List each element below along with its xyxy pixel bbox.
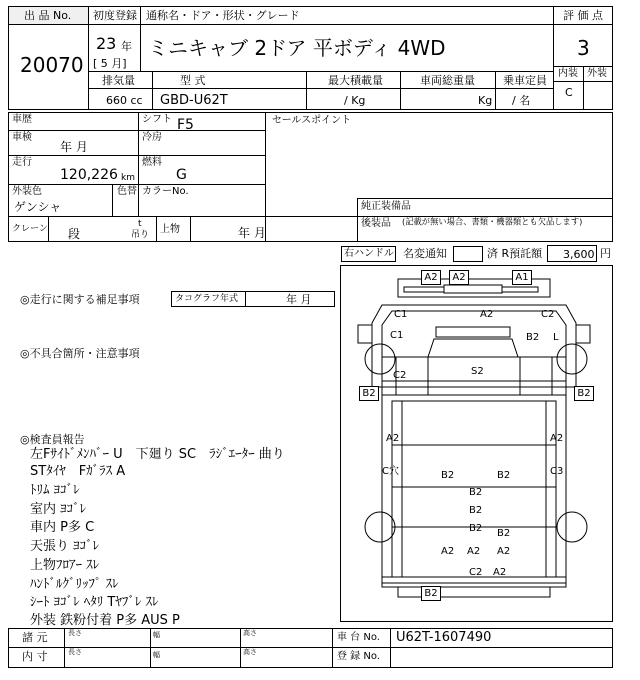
crane-lift: 吊り [131, 230, 150, 240]
inspector-line: 上物ﾌﾛｱｰ ｽﾚ [30, 558, 100, 573]
length-label-1: 長さ [68, 629, 82, 637]
crane-value: 段 [68, 227, 81, 241]
front-tag-1: A2 [421, 270, 441, 285]
mark-b2-bed-1: B2 [441, 470, 455, 481]
genuine-equip-label: 純正装備品 [361, 201, 411, 212]
defects-label: ◎不具合箇所・注意事項 [20, 347, 140, 360]
rear-tag: B2 [421, 586, 441, 601]
model: GBD-U62T [160, 93, 228, 108]
inspector-line: 室内 ﾖｺﾞﾚ [30, 502, 87, 517]
tachograph-label: タコグラフ年式 [175, 294, 239, 304]
mark-b2-bed-5: B2 [469, 523, 483, 534]
length-label-2: 長さ [68, 648, 82, 656]
height-label-1: 高さ [243, 629, 257, 637]
aftermarket-label: 後装品 [361, 218, 391, 229]
inspector-line: ﾄﾘﾑ ﾖｺﾞﾚ [30, 483, 80, 498]
inspector-line: ﾊﾝﾄﾞﾙｸﾞﾘｯﾌﾟ ｽﾚ [30, 577, 119, 592]
inspector-line: 外装 鉄粉付着 P多 AUS P [30, 613, 180, 628]
capacity-label: 乗車定員 [503, 74, 547, 87]
car-name: ミニキャブ 2ドア 平ボディ 4WD [148, 36, 446, 60]
mark-b2-bed-6: B2 [497, 528, 511, 539]
mark-a2-tail: A2 [493, 567, 507, 578]
max-load-label: 最大積載量 [328, 74, 383, 87]
mark-b2-bed-3: B2 [469, 487, 483, 498]
height-label-2: 高さ [243, 648, 257, 656]
first-reg-label: 初度登録 [93, 9, 137, 22]
first-reg-month: [ 5 月] [93, 57, 127, 70]
mark-a2-l: A2 [386, 433, 400, 444]
mark-b2-bed-2: B2 [497, 470, 511, 481]
front-tag-2: A2 [449, 270, 469, 285]
interior-grade: C [565, 86, 573, 99]
mark-a2-rear-l: A2 [441, 546, 455, 557]
lot-no-label: 出 品 No. [24, 9, 72, 22]
sales-point-label: セールスポイント [272, 115, 352, 126]
model-label: 型 式 [180, 74, 206, 87]
name-change-box [453, 246, 483, 262]
mark-b2-bed-4: B2 [469, 505, 483, 516]
width-label-1: 幅 [153, 631, 160, 639]
mark-c-hole: C穴 [382, 466, 399, 477]
driving-notes-label: ◎走行に関する補足事項 [20, 293, 140, 306]
fuel-label: 燃料 [142, 157, 162, 168]
recycle-label: 済 R預託額 [487, 247, 543, 260]
mark-a2-hood: A2 [480, 309, 494, 320]
displacement: 660 cc [106, 94, 143, 107]
inspection-label: 車検 [12, 132, 32, 143]
mileage-unit: km [121, 173, 135, 183]
car-name-label: 通称名・ドア・形状・グレード [146, 9, 300, 22]
width-label-2: 幅 [153, 651, 160, 659]
right-tag: B2 [574, 386, 594, 401]
color-no-label: カラーNo. [142, 186, 189, 197]
inspection-value: 年 月 [60, 140, 88, 154]
ext-color-label: 外装色 [12, 186, 42, 197]
yen-label: 円 [600, 247, 611, 260]
reg-label: 登 録 No. [337, 651, 380, 662]
recycle-amount: 3,600 [563, 248, 595, 261]
steering: 右ハンドル [344, 248, 394, 259]
year-label: 年 [121, 40, 132, 53]
mark-a2-r: A2 [550, 433, 564, 444]
color-change-label: 色替 [117, 186, 137, 197]
chassis-label: 車 台 No. [337, 632, 380, 643]
crane-label: クレーン [12, 224, 48, 234]
mileage-label: 走行 [12, 157, 32, 168]
shift-label: シフト [142, 114, 172, 125]
mark-c3: C3 [550, 466, 564, 477]
exterior-label: 外装 [587, 68, 607, 79]
mark-c2-tail: C2 [469, 567, 483, 578]
ext-color: ゲンシャ [14, 200, 62, 214]
displacement-label: 排気量 [102, 74, 135, 87]
left-tag: B2 [359, 386, 379, 401]
inspector-label: ◎検査員報告 [20, 433, 85, 446]
mark-a2-rear-r: A2 [497, 546, 511, 557]
tachograph-value: 年 月 [286, 293, 312, 306]
mark-c2-r: C2 [541, 309, 555, 320]
mark-c2-l: C2 [393, 370, 407, 381]
bed-value: 年 月 [238, 226, 266, 240]
first-reg-year: 23 [96, 34, 117, 53]
inspector-line: 天張り ﾖｺﾞﾚ [30, 539, 100, 554]
name-change-label: 名変通知 [403, 247, 447, 260]
footer-grid [8, 628, 613, 668]
mark-c1-a: C1 [394, 309, 408, 320]
mark-b2-r: B2 [526, 332, 540, 343]
interior-label: 内装 [558, 68, 578, 79]
fuel: G [176, 167, 187, 183]
gross-weight-label: 車両総重量 [420, 74, 475, 87]
aftermarket-note: (記載が無い場合、書類・機器類とも欠品します) [402, 218, 583, 228]
inspector-line: 左Fｻｲﾄﾞﾒﾝﾊﾞｰ U 下廻り SC ﾗｼﾞｴｰﾀｰ 曲り [30, 447, 285, 462]
front-tag-3: A1 [512, 270, 532, 285]
mark-a2-rear-m: A2 [467, 546, 481, 557]
history-label: 車歴 [12, 114, 32, 125]
max-load: / Kg [344, 94, 366, 107]
gross-weight: Kg [478, 94, 493, 107]
score-label: 評 価 点 [563, 9, 603, 22]
inspector-line: STﾀｲﾔ Fｶﾞﾗｽ A [30, 464, 126, 479]
mark-s2: S2 [471, 366, 484, 377]
chassis-no: U62T-1607490 [396, 630, 492, 645]
inspector-line: ｼｰﾄ ﾖｺﾞﾚ ﾍﾀﾘ Tﾔﾌﾞﾚ ｽﾚ [30, 595, 159, 610]
mileage: 120,226 [60, 167, 118, 183]
dims-label: 内 寸 [22, 650, 48, 663]
ac-label: 冷房 [142, 132, 162, 143]
score: 3 [577, 36, 590, 60]
mark-l: L [553, 332, 559, 343]
lot-no: 20070 [20, 53, 84, 77]
shift: F5 [177, 117, 194, 133]
mark-c1-b: C1 [390, 330, 404, 341]
crane-t: t [138, 219, 142, 229]
inspector-line: 車内 P多 C [30, 520, 95, 535]
capacity: / 名 [512, 94, 531, 107]
bed-label: 上物 [160, 224, 180, 235]
spec-label: 諸 元 [22, 631, 48, 644]
